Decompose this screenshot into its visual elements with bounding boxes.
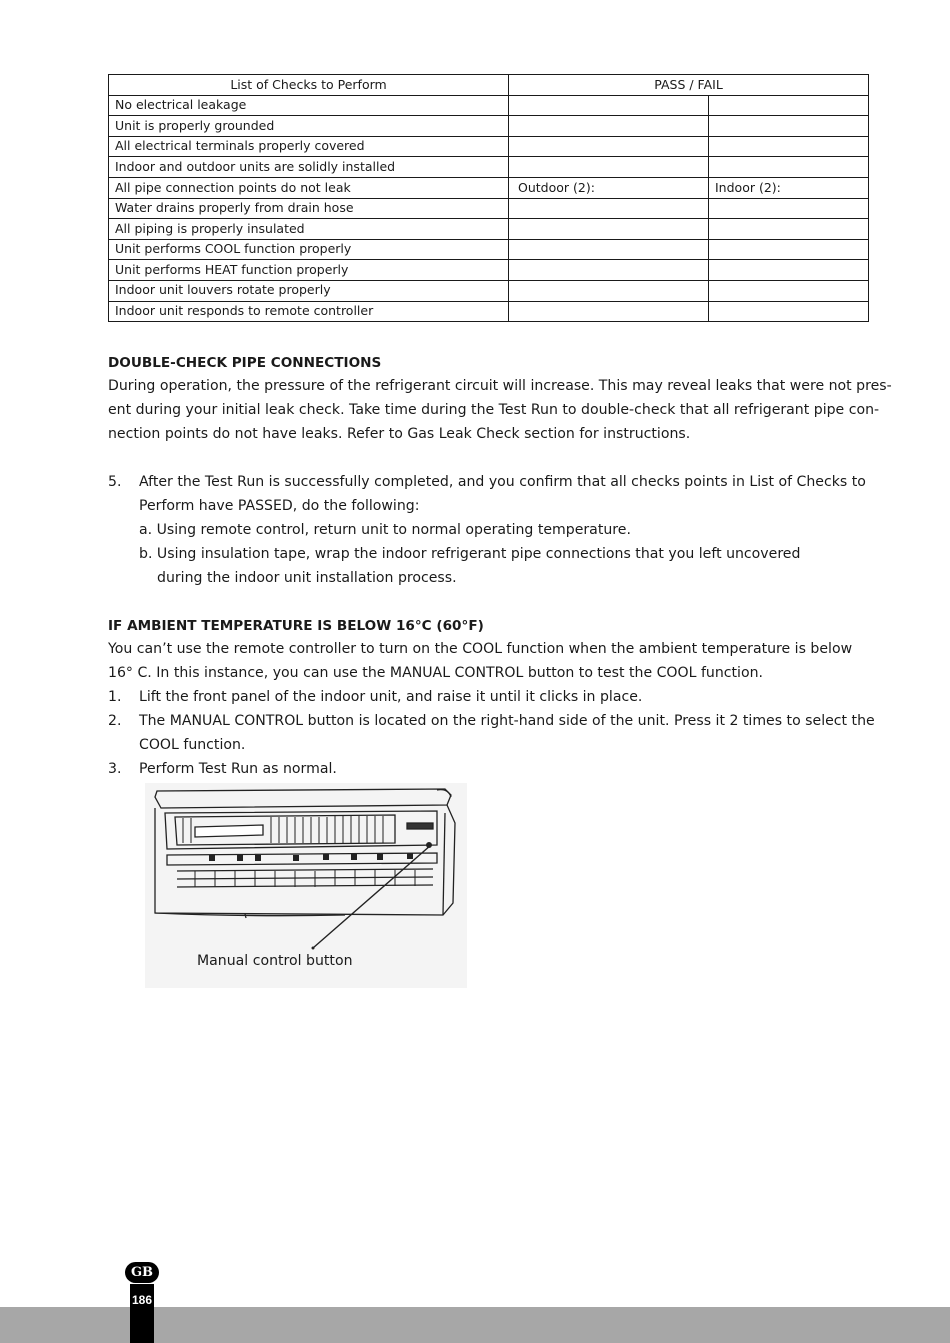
result-cell-outdoor — [509, 260, 709, 281]
double-check-line-2: ent during your initial leak check. Take time during the Test Run to double-check that all refrigerant pipe con- — [108, 402, 880, 418]
result-cell-outdoor — [509, 219, 709, 240]
result-cell-outdoor — [509, 157, 709, 178]
step-5b-line-2: during the indoor unit installation process. — [157, 570, 457, 586]
table-row — [109, 219, 869, 240]
check-item: No electrical leakage — [109, 95, 509, 116]
ambient-step-2: The MANUAL CONTROL button is located on the right-hand side of the unit. Press it 2 times to select the — [139, 713, 875, 729]
check-item: Unit performs COOL function properly — [109, 239, 509, 260]
check-item: All electrical terminals properly covered — [109, 136, 509, 157]
result-cell-indoor — [709, 280, 869, 301]
page-number: 186 — [131, 1293, 153, 1307]
step-5a: a. Using remote control, return unit to normal operating temperature. — [139, 522, 631, 538]
result-cell-indoor: Indoor (2): — [709, 177, 869, 198]
header-pass-fail: PASS / FAIL — [509, 75, 869, 96]
table-header-row — [109, 75, 869, 96]
table-row — [109, 136, 869, 157]
step-5b-line-1: b. Using insulation tape, wrap the indoor refrigerant pipe connections that you left uncovered — [139, 546, 801, 562]
ambient-intro-line-2: 16° C. In this instance, you can use the MANUAL CONTROL button to test the COOL function. — [108, 665, 764, 681]
ambient-step-1: Lift the front panel of the indoor unit, and raise it until it clicks in place. — [139, 689, 643, 705]
result-cell-indoor — [709, 301, 869, 322]
table-row — [109, 260, 869, 281]
check-item: All pipe connection points do not leak — [109, 177, 509, 198]
ambient-step-1-number: 1. — [108, 689, 122, 705]
table-row — [109, 177, 869, 198]
ambient-heading: IF AMBIENT TEMPERATURE IS BELOW 16°C (60°F) — [108, 618, 484, 634]
double-check-heading: DOUBLE-CHECK PIPE CONNECTIONS — [108, 355, 382, 371]
checks-table — [108, 74, 869, 322]
result-cell-outdoor — [509, 198, 709, 219]
result-cell-outdoor — [509, 116, 709, 137]
result-cell-indoor — [709, 198, 869, 219]
table-row — [109, 239, 869, 260]
result-cell-indoor — [709, 260, 869, 281]
result-cell-indoor — [709, 239, 869, 260]
result-cell-outdoor: Outdoor (2): — [509, 177, 709, 198]
table-row — [109, 157, 869, 178]
check-item: All piping is properly insulated — [109, 219, 509, 240]
result-cell-indoor — [709, 95, 869, 116]
result-cell-indoor — [709, 219, 869, 240]
table-row — [109, 95, 869, 116]
check-item: Water drains properly from drain hose — [109, 198, 509, 219]
check-item: Indoor unit responds to remote controller — [109, 301, 509, 322]
result-cell-indoor — [709, 157, 869, 178]
ambient-step-3: Perform Test Run as normal. — [139, 761, 337, 777]
table-row — [109, 116, 869, 137]
double-check-line-3: nection points do not have leaks. Refer to Gas Leak Check section for instructions. — [108, 426, 691, 442]
ambient-intro-line-1: You can’t use the remote controller to turn on the COOL function when the ambient temperature is below — [108, 641, 853, 657]
result-cell-outdoor — [509, 301, 709, 322]
header-checks: List of Checks to Perform — [109, 75, 509, 96]
result-cell-indoor — [709, 116, 869, 137]
result-cell-outdoor — [509, 280, 709, 301]
table-row — [109, 198, 869, 219]
figure-caption: Manual control button — [197, 953, 353, 969]
check-item: Indoor and outdoor units are solidly installed — [109, 157, 509, 178]
step-5-number: 5. — [108, 474, 122, 490]
step-5-line-1: After the Test Run is successfully completed, and you confirm that all checks points in List of Checks to — [139, 474, 866, 490]
check-item: Indoor unit louvers rotate properly — [109, 280, 509, 301]
step-5-line-2: Perform have PASSED, do the following: — [139, 498, 420, 514]
table-row — [109, 280, 869, 301]
check-item: Unit performs HEAT function properly — [109, 260, 509, 281]
ambient-step-2-cont: COOL function. — [139, 737, 246, 753]
result-cell-indoor — [709, 136, 869, 157]
result-cell-outdoor — [509, 95, 709, 116]
result-cell-outdoor — [509, 136, 709, 157]
language-badge: GB — [125, 1262, 159, 1283]
table-row — [109, 301, 869, 322]
check-item: Unit is properly grounded — [109, 116, 509, 137]
result-cell-outdoor — [509, 239, 709, 260]
ambient-step-3-number: 3. — [108, 761, 122, 777]
double-check-line-1: During operation, the pressure of the refrigerant circuit will increase. This may reveal leaks that were not pres- — [108, 378, 892, 394]
ambient-step-2-number: 2. — [108, 713, 122, 729]
